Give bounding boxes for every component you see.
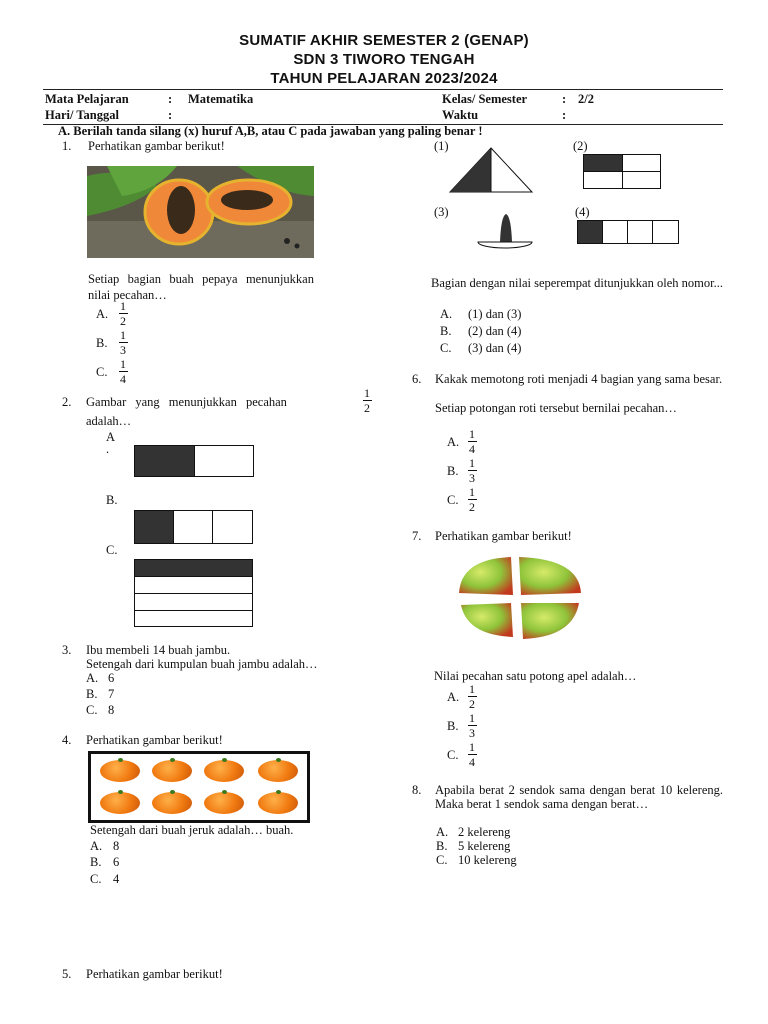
q1-option-b-letter: B. (96, 336, 108, 350)
q1-number: 1. (62, 139, 72, 153)
q7-option-c-letter: C. (447, 748, 459, 762)
q4-option-c-value: 4 (113, 872, 120, 886)
subject-colon: : (168, 92, 173, 106)
q4-number: 4. (62, 733, 72, 747)
exam-title: SUMATIF AKHIR SEMESTER 2 (GENAP) (239, 32, 529, 49)
q5-fig3-label: (3) (434, 205, 449, 219)
q7-number: 7. (412, 529, 422, 543)
q4-option-c-letter: C. (90, 872, 102, 886)
q3-number: 3. (62, 643, 72, 657)
q4-option-b-letter: B. (90, 855, 102, 869)
subject-value: Matematika (188, 92, 254, 106)
q1-text: Setiap bagian buah pepaya menunjukkan nilai pecahan… (88, 272, 314, 302)
orange-icon (204, 792, 244, 814)
q3-option-b-letter: B. (86, 687, 98, 701)
orange-icon (100, 792, 140, 814)
q6-option-b-letter: B. (447, 464, 459, 478)
q7-prompt: Perhatikan gambar berikut! (435, 529, 572, 543)
q5-fig1-triangle (448, 146, 534, 194)
q3-option-c-letter: C. (86, 703, 98, 717)
q7-option-a-letter: A. (447, 690, 460, 704)
class-label: Kelas/ Semester (442, 92, 528, 106)
q3-line2: Setengah dari kumpulan buah jambu adalah… (86, 657, 318, 671)
q6-line2: Setiap potongan roti tersebut bernilai pecahan… (435, 401, 677, 415)
orange-icon (204, 760, 244, 782)
q5-fig4-rect (577, 220, 679, 244)
q8-option-b-letter: B. (436, 839, 448, 853)
q5-number: 5. (62, 967, 72, 981)
q3-option-b-value: 7 (108, 687, 115, 701)
orange-icon (152, 792, 192, 814)
q5-option-a-value: (1) dan (3) (468, 307, 522, 321)
school-name: SDN 3 TIWORO TENGAH (293, 51, 475, 68)
class-value: 2/2 (578, 92, 594, 106)
q1-option-a-letter: A. (96, 307, 109, 321)
q6-number: 6. (412, 372, 422, 386)
q4-option-a-letter: A. (90, 839, 103, 853)
oranges-image (88, 751, 310, 823)
q2-option-a-dot: . (106, 442, 110, 456)
orange-icon (258, 792, 298, 814)
orange-icon (152, 760, 192, 782)
q6-option-a-letter: A. (447, 435, 460, 449)
q1-option-c-letter: C. (96, 365, 108, 379)
q7-text: Nilai pecahan satu potong apel adalah… (434, 669, 637, 683)
papaya-image (87, 166, 314, 258)
q6-line1: Kakak memotong roti menjadi 4 bagian yang sama besar. (435, 372, 723, 386)
q2-text-b: adalah… (86, 414, 132, 428)
q2-option-b-letter: B. (106, 493, 118, 507)
q5-option-c-letter: C. (440, 341, 452, 355)
q2-text-a: Gambar yang menunjukkan pecahan (86, 395, 287, 409)
time-colon: : (562, 108, 567, 122)
q5-text: Bagian dengan nilai seperempat ditunjukkan oleh nomor... (431, 276, 723, 290)
q3-line1: Ibu membeli 14 buah jambu. (86, 643, 231, 657)
q8-number: 8. (412, 783, 422, 797)
apple-image (453, 553, 585, 643)
q7-option-b-fraction: 1 3 (469, 711, 475, 740)
q1-option-a-fraction: 1 2 (120, 299, 126, 328)
time-label: Waktu (442, 108, 479, 122)
q4-text: Setengah dari buah jeruk adalah… buah. (90, 823, 294, 837)
date-label: Hari/ Tanggal (45, 108, 119, 122)
q4-option-b-value: 6 (113, 855, 120, 869)
subject-label: Mata Pelajaran (45, 92, 129, 106)
class-colon: : (562, 92, 567, 106)
q2-option-a-letter: A (106, 430, 116, 444)
q5-option-b-value: (2) dan (4) (468, 324, 522, 338)
q8-option-c-letter: C. (436, 853, 448, 867)
q6-option-c-letter: C. (447, 493, 459, 507)
date-colon: : (168, 108, 173, 122)
q7-option-c-fraction: 1 4 (469, 740, 475, 769)
q6-option-a-fraction: 1 4 (469, 427, 475, 456)
q5-option-c-value: (3) dan (4) (468, 341, 522, 355)
q5-fig3-semicircle (474, 212, 536, 250)
academic-year: TAHUN PELAJARAN 2023/2024 (270, 70, 498, 87)
q8-option-c-value: 10 kelereng (458, 853, 517, 867)
q7-option-a-fraction: 1 2 (469, 682, 475, 711)
instruction: A. Berilah tanda silang (x) huruf A,B, atau C pada jawaban yang paling benar ! (58, 124, 483, 138)
q8-text: Apabila berat 2 sendok sama dengan berat 10 kelereng. Maka berat 1 sendok sama dengan berat… (435, 783, 723, 811)
q4-prompt: Perhatikan gambar berikut! (86, 733, 223, 747)
q5-fig4-label: (4) (575, 205, 590, 219)
q5-option-a-letter: A. (440, 307, 453, 321)
q2-number: 2. (62, 395, 72, 409)
q5-option-b-letter: B. (440, 324, 452, 338)
orange-icon (100, 760, 140, 782)
q5-prompt: Perhatikan gambar berikut! (86, 967, 223, 981)
q8-option-b-value: 5 kelereng (458, 839, 511, 853)
q2-option-b-shape (134, 510, 253, 544)
q8-option-a-letter: A. (436, 825, 449, 839)
q2-option-c-shape (134, 559, 253, 627)
q3-option-a-letter: A. (86, 671, 99, 685)
q4-option-a-value: 8 (113, 839, 120, 853)
q2-fraction: 1 2 (364, 386, 370, 415)
q1-option-c-fraction: 1 4 (120, 357, 126, 386)
q1-prompt: Perhatikan gambar berikut! (88, 139, 225, 153)
q3-option-a-value: 6 (108, 671, 115, 685)
q6-option-c-fraction: 1 2 (469, 485, 475, 514)
q5-fig2-rect (583, 154, 661, 189)
q2-option-c-letter: C. (106, 543, 118, 557)
q5-fig2-label: (2) (573, 139, 588, 153)
q3-option-c-value: 8 (108, 703, 115, 717)
q1-option-b-fraction: 1 3 (120, 328, 126, 357)
header-top-rule (43, 89, 723, 90)
q7-option-b-letter: B. (447, 719, 459, 733)
orange-icon (258, 760, 298, 782)
q6-option-b-fraction: 1 3 (469, 456, 475, 485)
q5-fig1-label: (1) (434, 139, 449, 153)
q2-option-a-shape (134, 445, 254, 477)
q8-option-a-value: 2 kelereng (458, 825, 511, 839)
